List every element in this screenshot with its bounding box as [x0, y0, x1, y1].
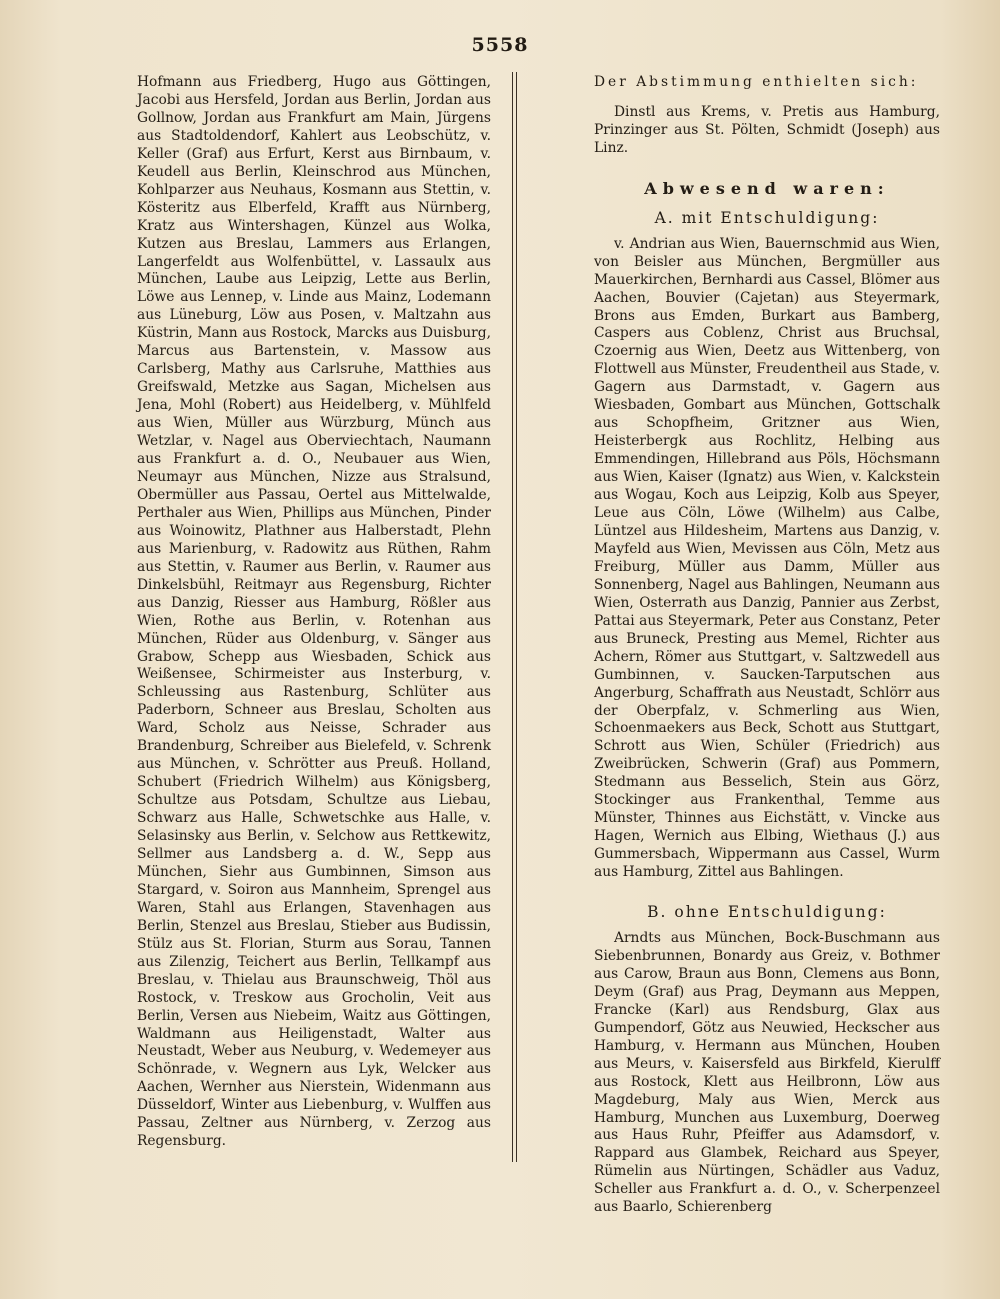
column-divider-second-rule: [516, 72, 517, 1162]
section-b-heading: B. ohne Entschuldigung:: [647, 903, 887, 922]
abstention-intro: Der Abstimmung enthielten sich:: [594, 74, 919, 90]
left-column-text: Hofmann aus Friedberg, Hugo aus Göttingen, Jacobi aus Hersfeld, Jordan aus Berlin, Jordan aus Gollnow, Jordan aus Frankfurt am Main, Jürgens aus Stadtoldendorf, Kahlert aus Leobschütz, v. Keller (Graf) aus Erfurt, Kerst aus Birnbaum, v. Keudell aus Berlin, Kleinschrod aus München, Kohlparzer aus Neuhaus, Kosmann aus Stettin, v. Kösteritz aus Elberfeld, Krafft aus Nürnberg, Kratz aus Wintershagen, Künzel aus Wolka, Kutzen aus Breslau, Lammers aus Erlangen, Langerfeldt aus Wolfenbüttel, v. Lassaulx aus München, Laube aus Leipzig, Lette aus Berlin, Löwe aus Lennep, v. Linde aus Mainz, Lodemann aus Lüneburg, Löw aus Posen, v. Maltzahn aus Küstrin, Mann aus Rostock, Marcks aus Duisburg, Marcus aus Bartenstein, v. Massow aus Carlsberg, Mathy aus Carlsruhe, Matthies aus Greifswald, Metzke aus Sagan, Michelsen aus Jena, Mohl (Robert) aus Heidelberg, v. Mühlfeld aus Wien, Müller aus Würzburg, Münch aus Wetzlar, v. Nagel aus Oberviechtach, Naumann aus Frankfurt a. d. O., Neubauer aus Wien, Neumayr aus München, Nizze aus Stralsund, Obermüller aus Passau, Oertel aus Mittelwalde, Perthaler aus Wien, Phillips aus München, Pinder aus Woinowitz, Plathner aus Halberstadt, Plehn aus Marienburg, v. Radowitz aus Rüthen, Rahm aus Stettin, v. Raumer aus Berlin, v. Raumer aus Dinkelsbühl, Reitmayr aus Regensburg, Richter aus Danzig, Riesser aus Hamburg, Rößler aus Wien, Rothe aus Berlin, v. Rotenhan aus München, Rüder aus Oldenburg, v. Sänger aus Grabow, Schepp aus Wiesbaden, Schick aus Weißensee, Schirmeister aus Insterburg, v. Schleussing aus Rastenburg, Schlüter aus Paderborn, Schneer aus Breslau, Scholten aus Ward, Scholz aus Neisse, Schrader aus Brandenburg, Schreiber aus Bielefeld, v. Schrenk aus München, v. Schrötter aus Preuß. Holland, Schubert (Friedrich Wilhelm) aus Königsberg, Schultze aus Potsdam, Schultze aus Liebau, Schwarz aus Halle, Schwetschke aus Halle, v. Selasinsky aus Berlin, v. Selchow aus Rettkewitz, Sellmer aus Landsberg a. d. W., Sepp aus München, Siehr aus Gumbinnen, Simson aus Stargard, v. Soiron aus Mannheim, Sprengel aus Waren, Stahl aus Erlangen, Stavenhagen aus Berlin, Stenzel aus Breslau, Stieber aus Budissin, Stülz aus St. Florian, Sturm aus Sorau, Tannen aus Zilenzig, Teichert aus Berlin, Tellkampf aus Breslau, v. Thielau aus Braunschweig, Thöl aus Rostock, v. Treskow aus Grocholin, Veit aus Berlin, Versen aus Niebeim, Waitz aus Göttingen, Waldmann aus Heiligenstadt, Walter aus Neustadt, Weber aus Neuburg, v. Wedemeyer aus Schönrade, v. Wegnern aus Lyk, Welcker aus Aachen, Wernher aus Nierstein, Widenmann aus Düsseldorf, Winter aus Liebenburg, v. Wulffen aus Passau, Zeltner aus Nürnberg, v. Zerzog aus Regensburg.: [137, 74, 491, 1150]
page-number: 5558: [471, 34, 529, 56]
left-column: [137, 74, 491, 1151]
section-a-list: v. Andrian aus Wien, Bauernschmid aus Wien, von Beisler aus München, Bergmüller aus Mauerkirchen, Bernhardi aus Cassel, Blömer aus Aachen, Bouvier (Cajetan) aus Steyermark, Brons aus Emden, Burkart aus Bamberg, Caspers aus Coblenz, Christ aus Bruchsal, Czoernig aus Wien, Deetz aus Wittenberg, von Flottwell aus Münster, Freudentheil aus Stade, v. Gagern aus Darmstadt, v. Gagern aus Wiesbaden, Gombart aus München, Gottschalk aus Schopfheim, Gritzner aus Wien, Heisterbergk aus Rochlitz, Helbing aus Emmendingen, Hillebrand aus Pöls, Höchsmann aus Wien, Kaiser (Ignatz) aus Wien, v. Kalckstein aus Wogau, Koch aus Leipzig, Kolb aus Speyer, Leue aus Cöln, Löwe (Wilhelm) aus Calbe, Lüntzel aus Hildesheim, Martens aus Danzig, v. Mayfeld aus Wien, Mevissen aus Cöln, Metz aus Freiburg, Müller aus Damm, Müller aus Sonnenberg, Nagel aus Bahlingen, Neumann aus Wien, Osterrath aus Danzig, Pannier aus Zerbst, Pattai aus Steyermark, Peter aus Constanz, Peter aus Bruneck, Presting aus Memel, Richter aus Achern, Römer aus Stuttgart, v. Saltzwedell aus Gumbinnen, v. Saucken-Tarputschen aus Angerburg, Schaffrath aus Neustadt, Schlörr aus der Oberpfalz, v. Schmerling aus Wien, Schoenmaekers aus Beck, Schott aus Stuttgart, Schrott aus Wien, Schüler (Friedrich) aus Zweibrücken, Schwerin (Graf) aus Pommern, Stedmann aus Besselich, Stein aus Görz, Stockinger aus Frankenthal, Temme aus Münster, Thinnes aus Eichstätt, v. Vincke aus Hagen, Wernich aus Elbing, Wiethaus (J.) aus Gummersbach, Wippermann aus Cassel, Wurm aus Hamburg, Zittel aus Bahlingen.: [594, 235, 940, 881]
section-b-list: Arndts aus München, Bock-Buschmann aus Siebenbrunnen, Bonardy aus Greiz, v. Bothmer aus Carow, Braun aus Bonn, Clemens aus Bonn, Deym (Graf) aus Prag, Deymann aus Meppen, Francke (Karl) aus Rendsburg, Glax aus Gumpendorf, Götz aus Neuwied, Heckscher aus Hamburg, v. Hermann aus München, Houben aus Meurs, v. Kaisersfeld aus Birkfeld, Kierulff aus Rostock, Klett aus Heilbronn, Löw aus Magdeburg, Maly aus Wien, Merck aus Hamburg, Munchen aus Luxemburg, Doerweg aus Haus Ruhr, Pfeiffer aus Adamsdorf, v. Rappard aus Glambek, Reichard aus Speyer, Rümelin aus Nürtingen, Schädler aus Vaduz, Scheller aus Frankfurt a. d. O., v. Scherpenzeel aus Baarlo, Schierenberg: [594, 929, 940, 1216]
absent-heading: Abwesend waren:: [644, 178, 890, 198]
section-a-heading: A. mit Entschuldigung:: [654, 208, 880, 227]
column-divider: [512, 72, 513, 1162]
abstention-list: Dinstl aus Krems, v. Pretis aus Hamburg, Prinzinger aus St. Pölten, Schmidt (Joseph) aus Linz.: [594, 103, 940, 156]
right-column: [594, 74, 940, 1217]
